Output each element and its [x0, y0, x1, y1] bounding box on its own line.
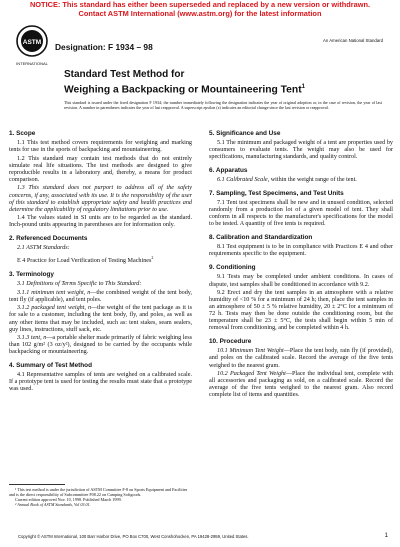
paragraph-3-1-1: 3.1.1 minimum tent weight, n—the combined weight of the tent body, tent fly (if applicable), and tent poles.	[9, 289, 193, 303]
title-block	[64, 69, 384, 96]
title-footnote-mark: 1	[301, 84, 305, 90]
paragraph-5-1: 5.1 The minimum and packaged weight of a tent are properties used by consumers to evaluate tents. The weight may also be used for specifications, manufacturing standards, and quality control.	[209, 140, 393, 161]
paragraph-3-1: 3.1 Definitions of Terms Specific to This Standard:	[17, 281, 142, 288]
paragraph-2-1: 2.1 ASTM Standards:	[17, 245, 70, 252]
left-column	[9, 130, 192, 395]
notice-banner	[0, 1, 400, 18]
section-4-heading: 4. Summary of Test Method	[9, 362, 92, 370]
title-line-1: Standard Test Method for	[64, 69, 185, 80]
paragraph-9-2: 9.2 Erect and dry the tent samples in an atmosphere with a relative humidity of <10 % for a minimum of 24 h; then, place the tent samples in an atmosphere of 50 ± 5 % relative humidity, 20 ± 2°C for a minimum of 72 h. Tests may then be done outside the conditioning room, but the temperature shall be 23 ± 5°C, the tests shall begin within 5 min of removal from conditioning, and be completed within 4 h.	[209, 290, 393, 332]
section-6-heading: 6. Apparatus	[209, 167, 248, 175]
svg-text:ASTM: ASTM	[22, 39, 42, 46]
paragraph-2-2: E 4 Practice for Load Verification of Testing Machines$^2$	[17, 254, 154, 265]
section-2-heading: 2. Referenced Documents	[9, 235, 88, 243]
paragraph-7-1: 7.1 Tent test specimens shall be new and in unused condition, selected randomly from a production lot of a given model of tent. They shall conform in all respects to the manufacturer's specifications for the model to be tested. A quantity of five tents is required.	[209, 200, 393, 228]
paragraph-1-2: 1.2 This standard may contain test methods that do not entirely simulate real life situations. The test methods are designed to give reproducible results in a laboratory and, thereby, a means for product comparison.	[9, 155, 192, 183]
notice-line-1: NOTICE: This standard has either been superseded and replaced by a new version or withdrawn.	[29, 0, 371, 9]
section-3-heading: 3. Terminology	[9, 271, 54, 279]
paragraph-1-3: 1.3 This standard does not purport to address all of the safety concerns, if any, associated with its use. It is the responsibility of the user of this standard to establish appropriate safety and health practices and determine the applicability of regulatory limitations prior to use.	[9, 185, 192, 213]
copyright-line	[18, 534, 388, 539]
paragraph-1-1: 1.1 This test method covers requirements for weighing and marking tents for use in the sports of backpacking and mountaineering.	[9, 140, 192, 154]
designation: Designation: F 1934 – 98	[55, 42, 153, 52]
notice-line-2: Contact ASTM International (www.astm.org) for the latest information	[78, 8, 322, 18]
paragraph-9-1: 9.1 Tests may be completed under ambient conditions. In cases of dispute, test samples shall be conditioned in accordance with 9.2.	[209, 274, 393, 288]
title-line-2: Weighing a Backpacking or Mountaineering Tent$^1$	[64, 84, 305, 96]
section-8-heading: 8. Calibration and Standardization	[209, 234, 313, 242]
footnote-1b: Current edition approved Nov. 10, 1998. Published March 1999.	[15, 497, 122, 502]
page-number: 1	[384, 533, 388, 539]
paragraph-1-4: 1.4 The values stated in SI units are to be regarded as the standard. Inch-pound units appearing in parentheses are for information only.	[9, 215, 192, 229]
paragraph-10-1: 10.1 Minimum Tent Weight—Place the tent body, rain fly (if provided), and poles on the calibrated scale. Record the average of the five tents weighed to the nearest gram.	[209, 348, 393, 369]
american-national-standard: An American National Standard	[323, 38, 383, 43]
paragraph-3-1-2: 3.1.2 packaged tent weight, n—the weight of the tent package as it is for sale to a customer, including the tent body, fly, and poles, as well as any other items that may be included, such as: tent stakes, seam sealers, guy lines, instructions, stuff sack, etc.	[9, 305, 192, 333]
footnote-2: ² Annual Book of ASTM Standards, Vol 03.01.	[15, 502, 91, 507]
section-9-heading: 9. Conditioning	[209, 264, 256, 272]
paragraph-6-1: 6.1 Calibrated Scale, within the weight range of the tent.	[217, 177, 357, 184]
astm-logo-icon	[15, 24, 49, 70]
section-10-heading: 10. Procedure	[209, 338, 252, 346]
paragraph-8-1: 8.1 Test equipment is to be in compliance with Practices E 4 and other requirements specific to the equipment.	[209, 244, 393, 258]
footnote-rule	[9, 484, 65, 485]
paragraph-4-1: 4.1 Representative samples of tents are weighed on a calibrated scale. If a prototype tent is used for testing the results must state that a prototype was used.	[9, 372, 192, 393]
section-1-heading: 1. Scope	[9, 130, 36, 137]
copyright-text: Copyright © ASTM International, 100 Barr Harbor Drive, PO Box C700, West Conshohocken, PA 19428-2959, United States.	[18, 534, 249, 539]
section-5-heading: 5. Significance and Use	[209, 130, 281, 137]
footnotes	[9, 484, 192, 507]
paragraph-3-1-3: 3.1.3 tent, n—a portable shelter made primarily of fabric weighing less than 102 g/m² (3 oz/y²), designed to be carried by the occupants while backpacking or mountaineering.	[9, 335, 192, 356]
intro-paragraph: This standard is issued under the fixed designation F 1934; the number immediately following the designation indicates the year of original adoption or, in the case of revision, the year of last revision. A number in parentheses indicates the year of last reapproval. A superscript epsilon (ε) indicates an editorial change since the last revision or reapproval.	[64, 100, 382, 111]
right-column	[209, 130, 393, 401]
section-7-heading: 7. Sampling, Test Specimens, and Test Units	[209, 190, 344, 198]
footnote-1: ¹ This test method is under the jurisdiction of ASTM Committee F-8 on Sports Equipment and Facilities and is the direct responsibility of Subcommittee F08.22 on Camping Softgoods.	[9, 487, 188, 497]
paragraph-10-2: 10.2 Packaged Tent Weight—Place the individual tent, complete with all accessories and packaging as sold, on a calibrated scale. Record the average of the five tents weighed to the nearest gram. Also record complete list of items and quantities.	[209, 371, 393, 399]
logo-text: INTERNATIONAL	[16, 61, 48, 66]
